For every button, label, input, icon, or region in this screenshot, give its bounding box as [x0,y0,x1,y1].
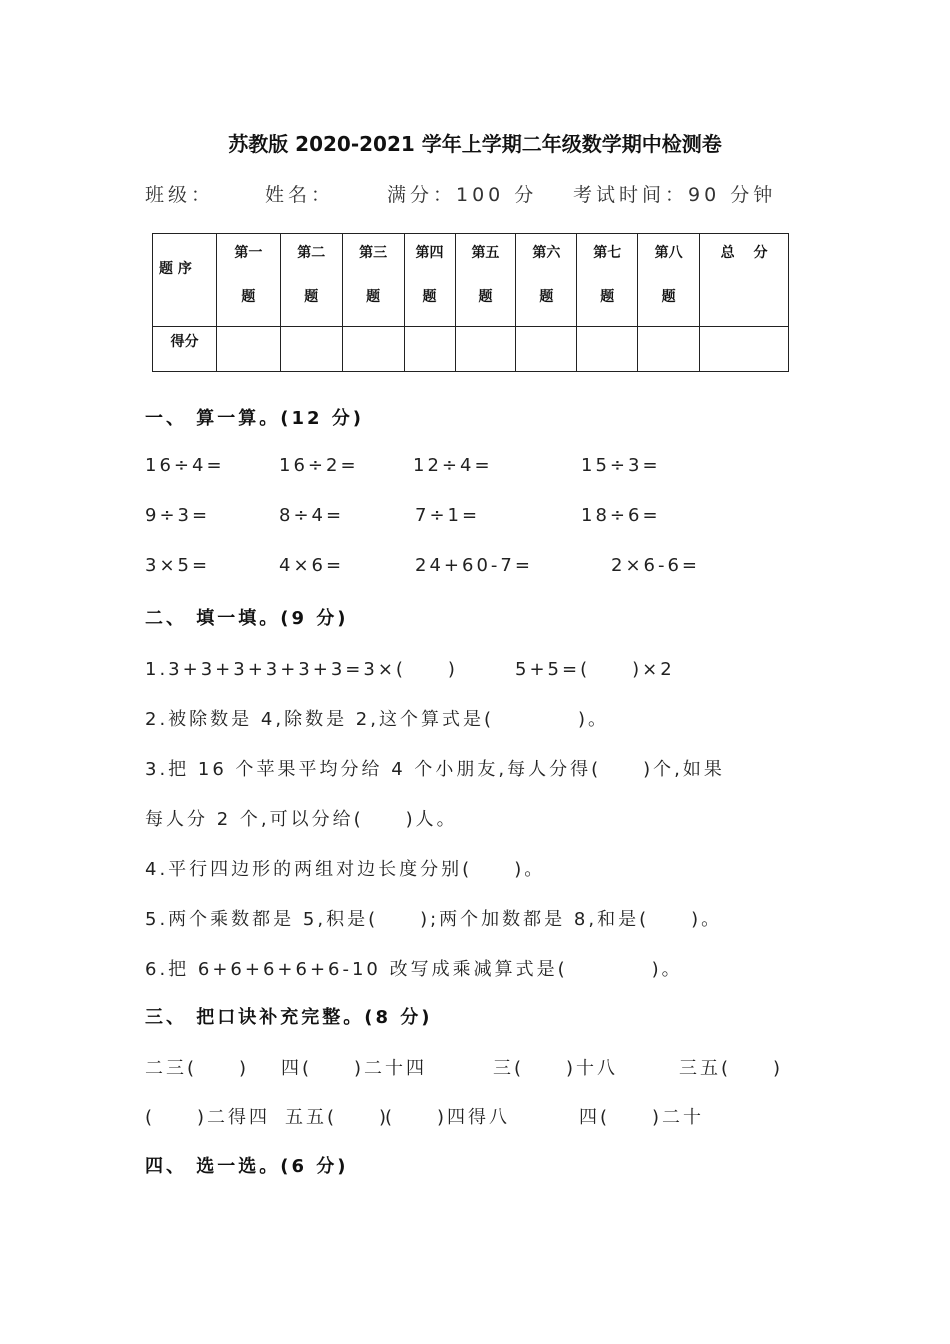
fill-q6: 6.把 6+6+6+6+6-10 改写成乘减算式是( )。 [145,959,683,980]
calc-item: 15÷3= [581,455,661,476]
score-cell[interactable] [216,327,280,372]
calc-item: 18÷6= [581,505,661,526]
mnemonic-item: 四( )二十四 [281,1058,428,1079]
mnemonic-item: 四( )二十 [579,1107,705,1128]
score-table [152,233,789,372]
mnemonic-item: 二三( ) [145,1058,250,1079]
calc-item: 3×5= [145,555,211,576]
question-col-8: 第八 题 [638,234,700,327]
section-2-heading: 二、 填一填。(9 分) [145,608,349,629]
calc-item: 16÷2= [279,455,359,476]
total-col: 总 分 [700,234,789,327]
question-col-4: 第四 题 [404,234,455,327]
score-row-label: 得分 [153,327,217,372]
mnemonic-item: 五五( ) [285,1107,390,1128]
mnemonic-item: ( )二得四 [145,1107,271,1128]
question-col-7: 第七 题 [577,234,638,327]
calc-item: 24+60-7= [415,555,533,576]
mnemonic-item: 三五( ) [679,1058,784,1079]
page-title: 苏教版 2020-2021 学年上学期二年级数学期中检测卷 [228,132,722,156]
class-label: 班级： [145,184,215,206]
score-cell[interactable] [342,327,404,372]
score-cell[interactable] [577,327,638,372]
question-col-6: 第六 题 [516,234,577,327]
question-col-2: 第二 题 [280,234,342,327]
score-cell[interactable] [404,327,455,372]
exam-time-label: 考试时间：90 分钟 [573,184,777,206]
calc-item: 16÷4= [145,455,225,476]
calc-item: 12÷4= [413,455,493,476]
question-col-1: 第一 题 [216,234,280,327]
score-table-header-row [153,234,789,327]
row-header-cell: 题 序 [153,234,217,327]
score-cell[interactable] [280,327,342,372]
question-col-3: 第三 题 [342,234,404,327]
fill-q5: 5.两个乘数都是 5,积是( );两个加数都是 8,和是( )。 [145,909,723,930]
calc-item: 2×6-6= [611,555,701,576]
calc-item: 4×6= [279,555,345,576]
score-cell[interactable] [516,327,577,372]
fill-q3-line2: 每人分 2 个,可以分给( )人。 [145,809,458,830]
name-label: 姓名： [265,184,335,206]
section-4-heading: 四、 选一选。(6 分) [145,1156,349,1177]
mnemonic-item: ( )四得八 [385,1107,511,1128]
score-table-score-row [153,327,789,372]
score-cell[interactable] [638,327,700,372]
fill-q3-line1: 3.把 16 个苹果平均分给 4 个小朋友,每人分得( )个,如果 [145,759,725,780]
section-1-heading: 一、 算一算。(12 分) [145,408,365,429]
calc-item: 9÷3= [145,505,211,526]
mnemonic-item: 三( )十八 [493,1058,619,1079]
score-cell[interactable] [455,327,516,372]
calc-item: 8÷4= [279,505,345,526]
total-score-cell[interactable] [700,327,789,372]
fill-q4: 4.平行四边形的两组对边长度分别( )。 [145,859,546,880]
question-col-5: 第五 题 [455,234,516,327]
section-3-heading: 三、 把口诀补充完整。(8 分) [145,1007,433,1028]
fill-q2: 2.被除数是 4,除数是 2,这个算式是( )。 [145,709,610,730]
full-score-label: 满分：100 分 [387,184,538,206]
calc-item: 7÷1= [415,505,481,526]
